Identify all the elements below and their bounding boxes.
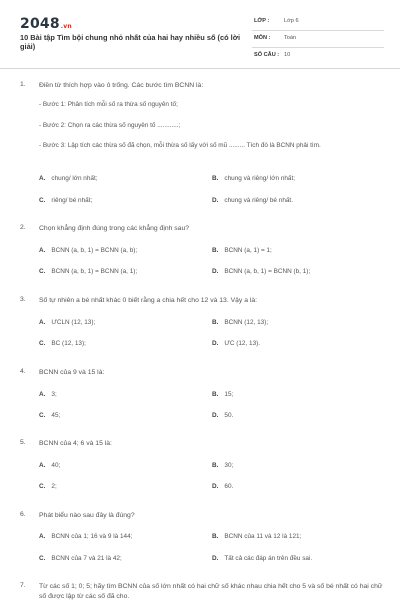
- question-text: BCNN của 9 và 15 là:: [39, 369, 105, 376]
- option-a[interactable]: A. 3;: [39, 391, 57, 398]
- question-number: 2.: [20, 224, 26, 231]
- site-logo[interactable]: [20, 16, 72, 32]
- option-c[interactable]: C. BCNN (a, b, 1) = BCNN (a, 1);: [39, 268, 138, 275]
- logo-text: 2048: [20, 16, 60, 32]
- option-c[interactable]: C. riêng/ bé nhất;: [39, 197, 93, 204]
- option-c[interactable]: C. 2;: [39, 483, 57, 490]
- option-a[interactable]: A. ƯCLN (12, 13);: [39, 319, 96, 326]
- option-a[interactable]: A. BCNN (a, b, 1) = BCNN (a, b);: [39, 247, 138, 254]
- question-text: Từ các số 1; 0; 5; hãy tìm BCNN của số lớn nhất có hai chữ số khác nhau chia hết cho 5 và số bé nhất có hai chữ số được lập từ các số đã cho.: [39, 583, 383, 600]
- meta-table: [252, 14, 384, 64]
- meta-row-subject: [252, 31, 384, 48]
- question-text: Điền từ thích hợp vào ô trống. Các bước tìm BCNN là:: [39, 82, 204, 89]
- option-a[interactable]: A. chung/ lớn nhất;: [39, 175, 98, 182]
- question-number: 1.: [20, 81, 26, 88]
- page-header: [0, 0, 400, 66]
- option-d[interactable]: D. 60.: [212, 483, 234, 490]
- option-d[interactable]: D. ƯC (12, 13).: [212, 340, 261, 347]
- question-text: Chọn khẳng định đúng trong các khẳng định sau?: [39, 225, 190, 232]
- question-number: 7.: [20, 582, 26, 589]
- option-b[interactable]: B. BCNN của 11 và 12 là 121;: [212, 533, 302, 540]
- step-2: - Bước 2: Chọn ra các thừa số nguyên tố ............;: [39, 122, 181, 129]
- option-c[interactable]: C. BC (12, 13);: [39, 340, 86, 347]
- option-a[interactable]: A. BCNN của 1; 16 và 9 là 144;: [39, 533, 133, 540]
- option-d[interactable]: D. BCNN (a, b, 1) = BCNN (b, 1);: [212, 268, 311, 275]
- option-b[interactable]: B. BCNN (a, 1) = 1;: [212, 247, 272, 254]
- option-d[interactable]: D. chung và riêng/ bé nhất.: [212, 197, 293, 204]
- question-number: 6.: [20, 511, 26, 518]
- question-text: Số tự nhiên a bé nhất khác 0 biết rằng a chia hết cho 12 và 13. Vậy a là:: [39, 297, 258, 304]
- meta-value: 10: [284, 52, 291, 58]
- option-b[interactable]: B. chung và riêng/ lớn nhất;: [212, 175, 296, 182]
- meta-label: SỐ CÂU :: [254, 52, 280, 58]
- question-text: BCNN của 4; 6 và 15 là:: [39, 440, 112, 447]
- option-b[interactable]: B. 30;: [212, 462, 234, 469]
- meta-row-class: [252, 14, 384, 31]
- logo-suffix: .vn: [60, 23, 72, 30]
- step-1: - Bước 1: Phân tích mỗi số ra thừa số nguyên tố;: [39, 101, 178, 108]
- question-number: 4.: [20, 368, 26, 375]
- document-title: 10 Bài tập Tìm bội chung nhỏ nhất của hai hay nhiều số (có lời giải): [20, 33, 241, 51]
- question-number: 3.: [20, 296, 26, 303]
- option-c[interactable]: C. BCNN của 7 và 21 là 42;: [39, 555, 122, 562]
- question-number: 5.: [20, 439, 26, 446]
- header-divider: [0, 68, 400, 69]
- step-3: - Bước 3: Lập tích các thừa số đã chọn, mỗi thừa số lấy với số mũ ......... Tích đó là BCNN phải tìm.: [39, 142, 321, 149]
- meta-value: Lớp 6: [284, 18, 299, 24]
- option-d[interactable]: D. 50.: [212, 412, 234, 419]
- option-b[interactable]: B. 15;: [212, 391, 234, 398]
- meta-label: MÔN :: [254, 35, 271, 41]
- option-d[interactable]: D. Tất cả các đáp án trên đều sai.: [212, 555, 313, 562]
- option-a[interactable]: A. 40;: [39, 462, 61, 469]
- option-b[interactable]: B. BCNN (12, 13);: [212, 319, 269, 326]
- meta-value: Toán: [284, 35, 297, 41]
- option-c[interactable]: C. 45;: [39, 412, 61, 419]
- question-text: Phát biểu nào sau đây là đúng?: [39, 512, 135, 519]
- meta-label: LỚP :: [254, 18, 270, 24]
- meta-row-count: [252, 48, 384, 64]
